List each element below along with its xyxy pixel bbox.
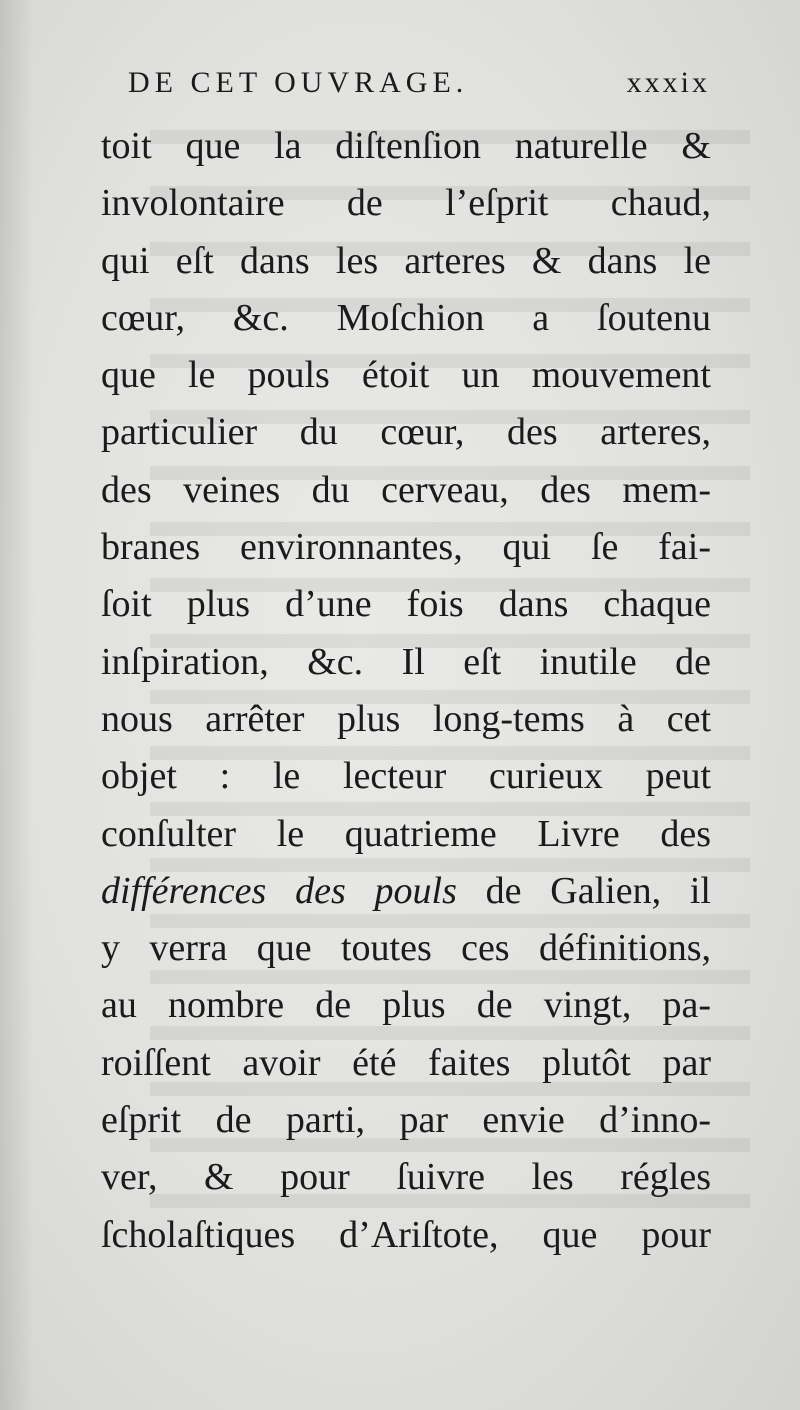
running-head-title: DE CET OUVRAGE. [128, 66, 469, 99]
text-line: ſcholaſtiques d’Ariſtote, que pour [101, 1213, 711, 1256]
text-line: branes environnantes, qui ſe fai- [101, 526, 711, 569]
text-line: involontaire de l’eſprit chaud, [101, 182, 711, 225]
text-line: inſpiration, &c. Il eſt inutile de [101, 640, 711, 683]
text-line: des veines du cerveau, des mem- [101, 468, 711, 511]
body-text [101, 118, 711, 1264]
gutter-shadow [0, 0, 34, 1410]
text-line: eſprit de parti, par envie d’inno- [101, 1099, 711, 1142]
text-line: roiſſent avoir été faites plutôt par [101, 1041, 711, 1084]
page-number: xxxix [626, 66, 710, 99]
running-head [128, 56, 710, 118]
text-line: ver, & pour ſuivre les régles [101, 1156, 711, 1199]
text-line-italic-title [101, 863, 711, 920]
text-line: au nombre de plus de vingt, pa- [101, 984, 711, 1027]
text-line-rest: de Galien, il [456, 869, 711, 912]
text-line: qui eſt dans les arteres & dans le [101, 239, 711, 282]
text-line: ſoit plus d’une fois dans chaque [101, 583, 711, 626]
text-line: nous arrêter plus long-tems à cet [101, 697, 711, 740]
text-line: conſulter le quatrieme Livre des [101, 812, 711, 855]
text-line: y verra que toutes ces définitions, [101, 927, 711, 970]
book-title-italic: différences des pouls [101, 869, 457, 912]
text-line: particulier du cœur, des arteres, [101, 411, 711, 454]
text-line: toit que la diſtenſion naturelle & [101, 125, 711, 167]
text-line: que le pouls étoit un mouvement [101, 354, 711, 397]
text-line: cœur, &c. Moſchion a ſoutenu [101, 296, 711, 339]
text-line: objet : le lecteur curieux peut [101, 755, 711, 798]
